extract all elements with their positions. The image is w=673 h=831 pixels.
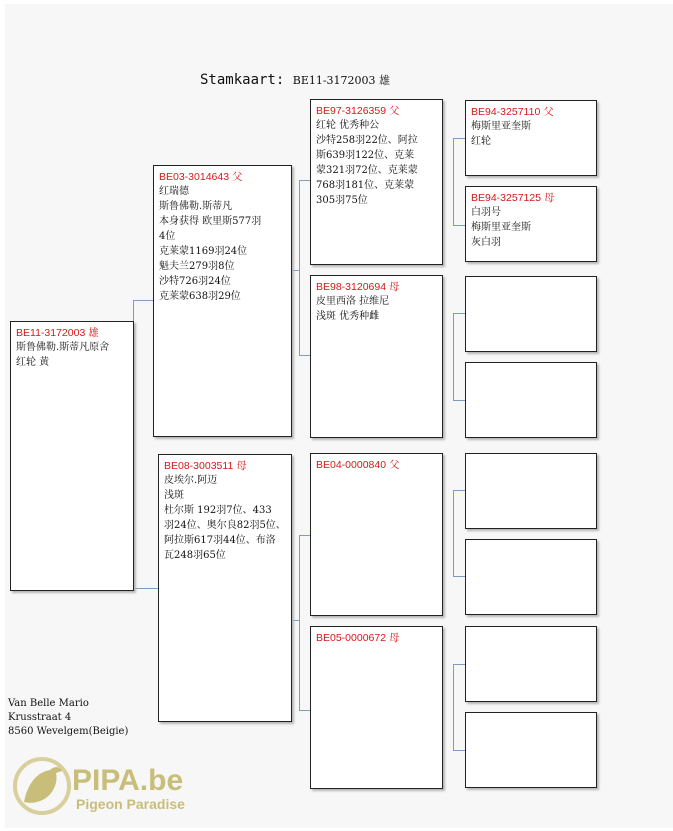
connector-gen1-top xyxy=(133,300,153,301)
connector-g3-1a xyxy=(453,138,465,139)
connector-g3-1b xyxy=(453,225,465,226)
connector-sire-stub xyxy=(292,270,300,271)
owner-street: Krusstraat 4 xyxy=(8,712,72,723)
ss-dam-line: 灰白羽 xyxy=(471,237,501,248)
ss-dam-line: 白羽号 xyxy=(471,207,501,218)
pigeon-icon xyxy=(24,767,62,803)
sire-sire-ring: BE97-3126359 父 xyxy=(316,105,400,117)
dam-ring: BE08-3003511 母 xyxy=(164,460,247,472)
dam-line: 皮埃尔.阿迈 xyxy=(164,475,218,486)
sire-box[interactable] xyxy=(153,165,292,437)
dam-line: 杜尔斯 192羽7位、433 xyxy=(164,505,272,516)
subject-line: 斯鲁佛勒.斯蒂凡原舍 xyxy=(16,342,110,353)
connector-g3-4b xyxy=(453,750,465,751)
sire-line: 斯鲁佛勒.斯蒂凡 xyxy=(159,201,233,212)
subject-box[interactable] xyxy=(10,321,134,591)
sd-dam-box[interactable] xyxy=(465,362,597,438)
ss-dam-ring: BE94-3257125 母 xyxy=(471,192,555,204)
logo-sub-text: Pigeon Paradise xyxy=(76,796,185,812)
sire-sire-line: 305羽75位 xyxy=(316,195,368,206)
pipa-logo xyxy=(10,752,195,816)
dam-box[interactable] xyxy=(158,454,292,722)
owner-name: Van Belle Mario xyxy=(8,698,89,709)
dam-line: 阿拉斯617羽44位、布洛 xyxy=(164,535,276,546)
sire-sire-line: 768羽181位、克莱蒙 xyxy=(316,180,415,191)
dam-sire-ring: BE04-0000840 父 xyxy=(316,459,400,471)
sire-sire-line: 蒙321羽72位、克莱蒙 xyxy=(316,165,418,176)
dam-dam-ring: BE05-0000672 母 xyxy=(316,632,400,644)
dam-line: 瓦248羽65位 xyxy=(164,550,226,561)
connector-g3-3a xyxy=(453,490,465,491)
dd-dam-box[interactable] xyxy=(465,712,597,788)
owner-address xyxy=(8,697,128,739)
connector-g3-2 xyxy=(453,313,454,400)
sire-line: 红瑞德 xyxy=(159,186,189,197)
ds-sire-box[interactable] xyxy=(465,453,597,529)
connector-g3-3 xyxy=(453,490,454,576)
logo-main-text: PIPA.be xyxy=(72,764,184,797)
ds-dam-box[interactable] xyxy=(465,539,597,615)
connector-sire-bottom xyxy=(299,355,310,356)
connector-g3-4a xyxy=(453,664,465,665)
connector-g3-2a xyxy=(453,313,465,314)
title-ring: BE11-3172003 雄 xyxy=(292,74,391,87)
connector-g3-4 xyxy=(453,664,454,750)
connector-g3-2b xyxy=(453,400,465,401)
sire-dam-box[interactable] xyxy=(310,275,443,438)
sire-dam-line: 皮里西洛 拉维尼 xyxy=(316,296,390,307)
subject-line: 红轮 黄 xyxy=(16,357,50,368)
title-label: Stamkaart: xyxy=(200,72,285,88)
connector-dam-top xyxy=(299,535,310,536)
dd-sire-box[interactable] xyxy=(465,626,597,702)
connector-dam-stub xyxy=(292,620,300,621)
connector-dam-bottom xyxy=(299,710,310,711)
sire-line: 克莱蒙638羽29位 xyxy=(159,291,241,302)
dam-line: 浅斑 xyxy=(164,490,184,501)
sire-sire-line: 沙特258羽22位、阿拉 xyxy=(316,135,418,146)
sire-line: 本身获得 欧里斯577羽 xyxy=(159,216,262,227)
sire-sire-line: 红轮 优秀种公 xyxy=(316,120,380,131)
sire-line: 沙特726羽24位 xyxy=(159,276,231,287)
connector-sire xyxy=(299,180,300,355)
dam-line: 羽24位、奥尔良82羽5位、 xyxy=(164,520,286,531)
ss-sire-box[interactable] xyxy=(465,100,597,176)
sire-sire-box[interactable] xyxy=(310,99,443,265)
ss-sire-ring: BE94-3257110 父 xyxy=(471,106,554,118)
sire-sire-line: 斯639羽122位、克莱 xyxy=(316,150,415,161)
sire-ring: BE03-3014643 父 xyxy=(159,171,243,183)
dam-dam-box[interactable] xyxy=(310,626,443,789)
sire-line: 克莱蒙1169羽24位 xyxy=(159,246,248,257)
ss-dam-box[interactable] xyxy=(465,186,597,262)
connector-g3-3b xyxy=(453,576,465,577)
ss-dam-line: 梅斯里亚奎斯 xyxy=(471,222,531,233)
ss-sire-line: 红轮 xyxy=(471,136,491,147)
sire-line: 4位 xyxy=(159,231,176,242)
connector-g3-1 xyxy=(453,138,454,225)
ss-sire-line: 梅斯里亚奎斯 xyxy=(471,121,531,132)
sire-dam-line: 浅斑 优秀种雌 xyxy=(316,311,380,322)
sire-dam-ring: BE98-3120694 母 xyxy=(316,281,400,293)
sire-line: 魁夫兰279羽8位 xyxy=(159,261,235,272)
subject-ring: BE11-3172003 雄 xyxy=(16,327,99,339)
connector-gen1-bottom xyxy=(133,588,158,589)
owner-city: 8560 Wevelgem(Beigie) xyxy=(8,726,129,737)
sd-sire-box[interactable] xyxy=(465,276,597,352)
page-title xyxy=(200,72,390,88)
connector-sire-top xyxy=(299,180,310,181)
connector-dam xyxy=(299,535,300,710)
dam-sire-box[interactable] xyxy=(310,453,443,616)
